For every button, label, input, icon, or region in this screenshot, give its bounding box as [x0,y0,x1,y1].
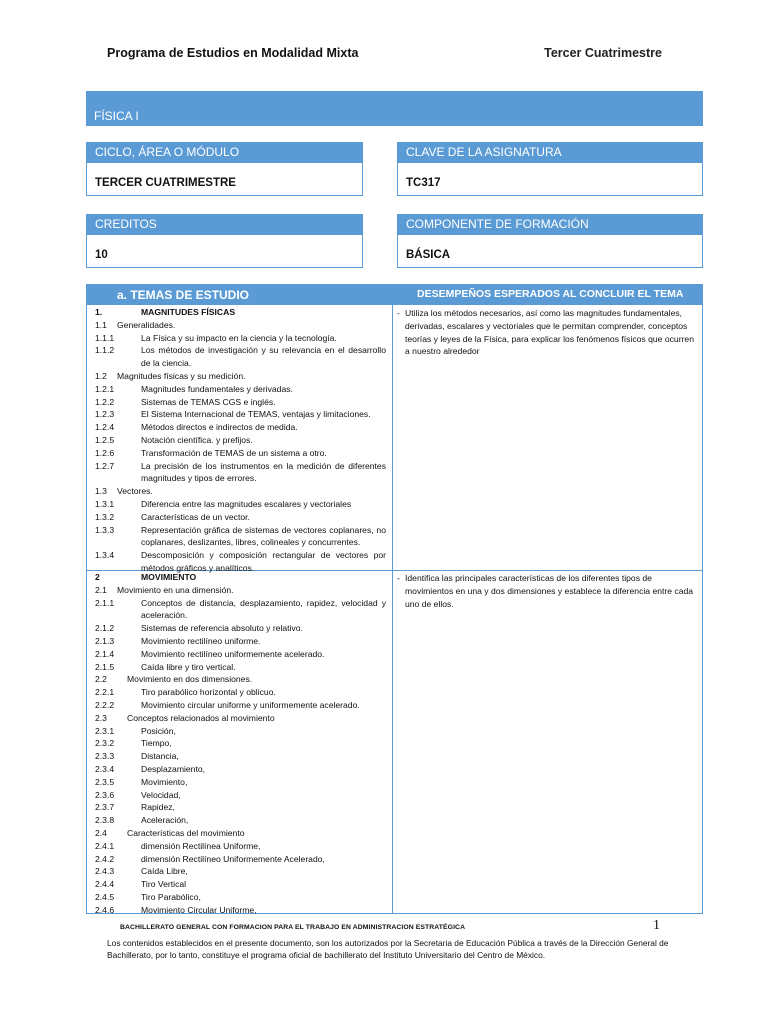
topic-text: Características del movimiento [127,827,245,838]
topics-table-header [87,285,702,305]
performance-column-header: DESEMPEÑOS ESPERADOS AL CONCLUIR EL TEMA [417,288,684,300]
topic-row [87,635,392,648]
topic-text: La Física y su impacto en la ciencia y la tecnología. [141,332,337,343]
topic-number: 2.2 [95,674,107,685]
topic-row [87,597,392,623]
topic-number: 2 [95,572,100,582]
topic-number: 2.4.5 [95,891,115,902]
topic-number: 2.3.7 [95,802,115,813]
topics-column-header: a. TEMAS DE ESTUDIO [117,288,250,302]
topic-number: 2.1.3 [95,635,115,646]
topic-number: 2.4 [95,827,107,838]
column-divider [392,305,393,914]
topic-number: 2.1.5 [95,661,115,672]
topic-row [87,306,392,319]
topic-number: 1.2.5 [95,434,115,445]
topic-text: Descomposición y composición rectangular de vectores por métodos gráficos y analíticos. [141,550,386,573]
topic-text: Magnitudes físicas y su medición. [117,370,246,381]
topic-number: 2.3.2 [95,738,115,749]
topic-row [87,712,392,725]
topic-text: Tiro Parabólico, [141,891,201,902]
topic-number: 1.3 [95,486,107,497]
topic-row [87,408,392,421]
topic-text: Los métodos de investigación y su relevancia en el desarrollo de la ciencia. [141,345,386,369]
topic-text: Caída libre y tiro vertical. [141,661,236,672]
topic-text: Movimiento circular uniforme y uniformemente acelerado. [141,699,360,710]
footer-legal-text: Los contenidos establecidos en el presente documento, son los autorizados por la Secretaria de Educación Pública a través de la Dirección General de Bachillerato, por lo tanto, constituye el programa oficial de bachillerato del Instituto Universitario del Centro de México. [107,938,669,961]
topic-text: Conceptos relacionados al movimiento [127,712,275,723]
creditos-label: CREDITOS [87,215,362,235]
topic-number: 2.3.1 [95,725,115,736]
topic-row [87,434,392,447]
topic-text: Movimiento, [141,776,188,787]
topic-text: Velocidad, [141,789,181,800]
document-header-title: Programa de Estudios en Modalidad Mixta [107,46,359,60]
topic-text: Movimiento Circular Uniforme, [141,904,257,915]
topic-row [87,853,392,866]
subject-title: FÍSICA I [94,109,139,123]
topic-text: Movimiento rectilíneo uniforme. [141,635,261,646]
topic-row [87,370,392,383]
topic-row [87,396,392,409]
topic-text: Tiro Vertical [141,879,187,890]
topic-row [87,865,392,878]
topic-text: Métodos directos e indirectos de medida. [141,422,298,433]
topic-row [87,789,392,802]
topic-number: 2.3 [95,712,107,723]
page-number: 1 [653,918,660,933]
topic-text: dimensión Rectilíneo Uniformemente Acelerado, [141,853,325,864]
topic-number: 1.2.4 [95,422,115,433]
topic-row [87,814,392,827]
topic-text: Rapidez, [141,802,175,813]
topic-text: El Sistema Internacional de TEMAS, ventajas y limitaciones. [141,409,371,420]
topic-row [87,571,392,584]
ciclo-label: CICLO, ÁREA O MÓDULO [87,143,362,163]
topic-number: 1.2.7 [95,460,115,471]
topic-row [87,511,392,524]
topic-number: 1.1.1 [95,332,115,343]
topic-row [87,763,392,776]
topic-row [87,524,392,550]
topic-row [87,319,392,332]
topic-row [87,648,392,661]
topic-number: 2.4.3 [95,866,115,877]
topic-number: 1.1.2 [95,345,115,356]
creditos-value: 10 [95,249,108,261]
topic-text: Notación científica. y prefijos. [141,434,253,445]
topic-row [87,878,392,891]
topic-row [87,498,392,511]
topic-number: 2.4.4 [95,879,115,890]
topic-number: 1.2 [95,370,107,381]
topic-row [87,673,392,686]
topic-row [87,891,392,904]
subject-banner [86,91,703,126]
topic-text: dimensión Rectilínea Uniforme, [141,840,261,851]
topic-text: Conceptos de distancia, desplazamiento, rapidez, velocidad y aceleración. [141,597,386,621]
topic-number: 2.3.5 [95,776,115,787]
topic-text: Tiro parabólico horizontal y oblicuo. [141,687,276,698]
section-1-performance-text: Utiliza los métodos necesarios, así como las magnitudes fundamentales, derivadas, escalares y vectoriales que le permitan comprender, conceptos teorías y leyes de la Física, para explicar los fenómenos físicos que ocurren a nuestro alrededor [405,308,694,357]
topic-row [87,622,392,635]
topic-number: 2.3.3 [95,751,115,762]
topic-number: 1.1 [95,319,107,330]
topic-text: Aceleración, [141,815,189,826]
section-1-topics [87,306,392,575]
topic-text: Transformación de TEMAS de un sistema a otro. [141,447,327,458]
topic-number: 1.3.3 [95,524,115,535]
topic-number: 1.3.1 [95,498,115,509]
section-2-performance: - Identifica las principales características de los diferentes tipos de movimientos en una y dos dimensiones y establece la diferencia entre cada uno de ellos. [397,572,697,610]
topic-row [87,447,392,460]
topic-text: La precisión de los instrumentos en la medición de diferentes magnitudes y tipos de errores. [141,460,386,484]
creditos-box [86,214,363,268]
topic-row [87,904,392,917]
topic-number: 2.4.2 [95,853,115,864]
componente-label: COMPONENTE DE FORMACIÓN [398,215,702,235]
topic-row [87,699,392,712]
topic-number: 1.2.1 [95,383,115,394]
topic-row [87,750,392,763]
componente-box [397,214,703,268]
topic-text: MOVIMIENTO [141,572,197,582]
topic-number: 2.3.8 [95,815,115,826]
topics-table [86,284,703,914]
topic-number: 2.2.1 [95,687,115,698]
topic-row [87,584,392,597]
topic-text: MAGNITUDES FÍSICAS [141,307,236,317]
topic-number: 2.4.6 [95,904,115,915]
topic-text: Generalidades. [117,319,176,330]
topic-text: Caída Libre, [141,866,188,877]
section-2-performance-text: Identifica las principales características de los diferentes tipos de movimientos en una y dos dimensiones y establece la diferencia entre cada uno de ellos. [405,573,694,609]
topic-number: 2.3.6 [95,789,115,800]
topic-row [87,776,392,789]
ciclo-box [86,142,363,196]
topic-number: 2.3.4 [95,763,115,774]
topic-text: Sistemas de referencia absoluto y relativo. [141,623,303,634]
topic-text: Magnitudes fundamentales y derivadas. [141,383,293,394]
topic-row [87,485,392,498]
topic-row [87,686,392,699]
topic-number: 1.2.6 [95,447,115,458]
topic-number: 1.2.2 [95,396,115,407]
topic-row [87,344,392,370]
topic-number: 2.1.4 [95,648,115,659]
topic-number: 2.1 [95,584,107,595]
topic-text: Representación gráfica de sistemas de vectores coplanares, no coplanares, deslizantes, libres, colineales y concurrentes. [141,524,386,548]
topic-text: Posición, [141,725,176,736]
topic-number: 2.1.1 [95,597,115,608]
topic-text: Desplazamiento, [141,763,206,774]
document-header-period: Tercer Cuatrimestre [544,46,662,60]
topic-row [87,460,392,486]
topic-row [87,661,392,674]
section-2-topics [87,571,392,917]
topic-number: 2.2.2 [95,699,115,710]
topic-row [87,332,392,345]
topic-text: Movimiento rectilíneo uniformemente acelerado. [141,648,325,659]
topic-row [87,421,392,434]
topic-text: Movimiento en dos dimensiones. [127,674,253,685]
componente-value: BÁSICA [406,249,451,261]
topic-text: Distancia, [141,751,179,762]
topic-text: Diferencia entre las magnitudes escalares y vectoriales [141,498,352,509]
topic-number: 1. [95,307,103,317]
clave-label: CLAVE DE LA ASIGNATURA [398,143,702,163]
topic-row [87,801,392,814]
topic-number: 1.2.3 [95,409,115,420]
topic-row [87,383,392,396]
topic-number: 1.3.4 [95,550,115,561]
topic-text: Características de un vector. [141,511,250,522]
topic-number: 2.1.2 [95,623,115,634]
topic-text: Tiempo, [141,738,172,749]
ciclo-value: TERCER CUATRIMESTRE [95,177,236,189]
topic-number: 2.4.1 [95,840,115,851]
topic-number: 1.3.2 [95,511,115,522]
topic-row [87,827,392,840]
topic-text: Sistemas de TEMAS CGS e inglés. [141,396,276,407]
topic-row [87,737,392,750]
clave-box [397,142,703,196]
topic-row [87,840,392,853]
topic-text: Movimiento en una dimensión. [117,584,234,595]
topic-text: Vectores. [117,486,153,497]
topic-row [87,725,392,738]
footer-title: BACHILLERATO GENERAL CON FORMACION PARA EL TRABAJO EN ADMINISTRACION ESTRATÉGICA [120,924,466,931]
section-1-performance: - Utiliza los métodos necesarios, así como las magnitudes fundamentales, derivadas, escalares y vectoriales que le permitan comprender, conceptos teorías y leyes de la Física, para explicar los fenómenos físicos que ocurren a nuestro alrededor [397,307,697,358]
clave-value: TC317 [406,177,441,189]
